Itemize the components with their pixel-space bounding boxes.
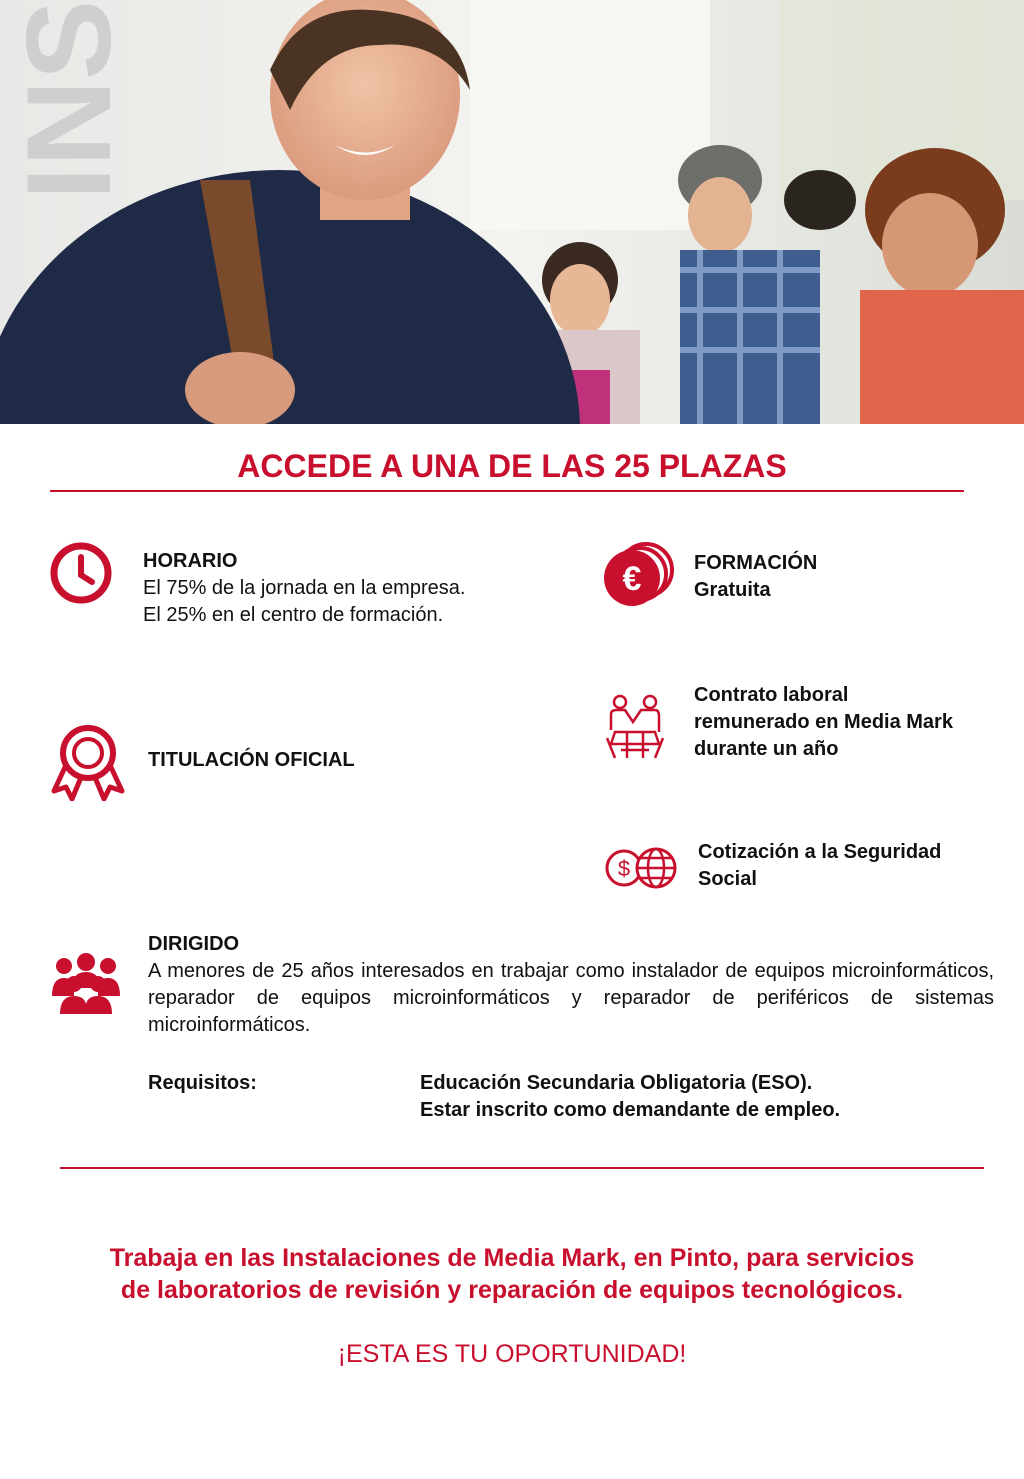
cotizacion-line: Social — [698, 868, 757, 890]
dirigido-block — [148, 931, 994, 1039]
people-meeting-icon — [603, 692, 667, 767]
cta-text: ¡ESTA ES TU OPORTUNIDAD! — [337, 1340, 687, 1368]
clock-icon — [48, 540, 114, 611]
award-ribbon-icon — [48, 725, 128, 806]
footer-divider — [60, 1167, 984, 1169]
dirigido-text: A menores de 25 años interesados en trabajar como instalador de equipos microinformáticos, reparador de equipos microinformáticos y reparador de periféricos de sistemas microinformáticos. — [148, 960, 994, 1036]
formacion-subtitle: Gratuita — [694, 579, 771, 601]
svg-text:€: € — [622, 560, 642, 598]
horario-line: El 75% de la jornada en la empresa. — [143, 577, 466, 599]
heading-divider — [50, 490, 964, 492]
hero-photo — [0, 0, 1024, 424]
requisito-item: Educación Secundaria Obligatoria (ESO). — [420, 1072, 813, 1094]
dollar-globe-icon — [604, 845, 678, 896]
cotizacion-block — [698, 839, 941, 893]
formacion-title: FORMACIÓN — [694, 552, 818, 574]
dirigido-title: DIRIGIDO — [148, 933, 240, 955]
contrato-line: remunerado en Media Mark — [694, 711, 953, 733]
svg-text:INS: INS — [2, 0, 136, 200]
footer-line: de laboratorios de revisión y reparación de equipos tecnológicos. — [120, 1276, 904, 1304]
group-people-icon — [50, 952, 122, 1021]
footer-line: Trabaja en las Instalaciones de Media Mark, en Pinto, para servicios — [109, 1244, 915, 1272]
contrato-block — [694, 682, 953, 763]
requisito-item: Estar inscrito como demandante de empleo. — [420, 1099, 841, 1121]
formacion-block — [694, 550, 817, 604]
horario-title: HORARIO — [143, 550, 238, 572]
horario-block — [143, 548, 465, 629]
euro-coins-icon — [600, 540, 676, 617]
requisitos-list — [420, 1070, 840, 1124]
main-heading: ACCEDE A UNA DE LAS 25 PLAZAS — [237, 448, 787, 484]
cotizacion-line: Cotización a la Seguridad — [698, 841, 942, 863]
requisitos-label: Requisitos: — [148, 1072, 257, 1094]
contrato-line: durante un año — [694, 738, 839, 760]
contrato-line: Contrato laboral — [694, 684, 849, 706]
svg-text:$: $ — [617, 856, 631, 881]
horario-line: El 25% en el centro de formación. — [143, 604, 444, 626]
titulacion-title: TITULACIÓN OFICIAL — [148, 749, 355, 771]
